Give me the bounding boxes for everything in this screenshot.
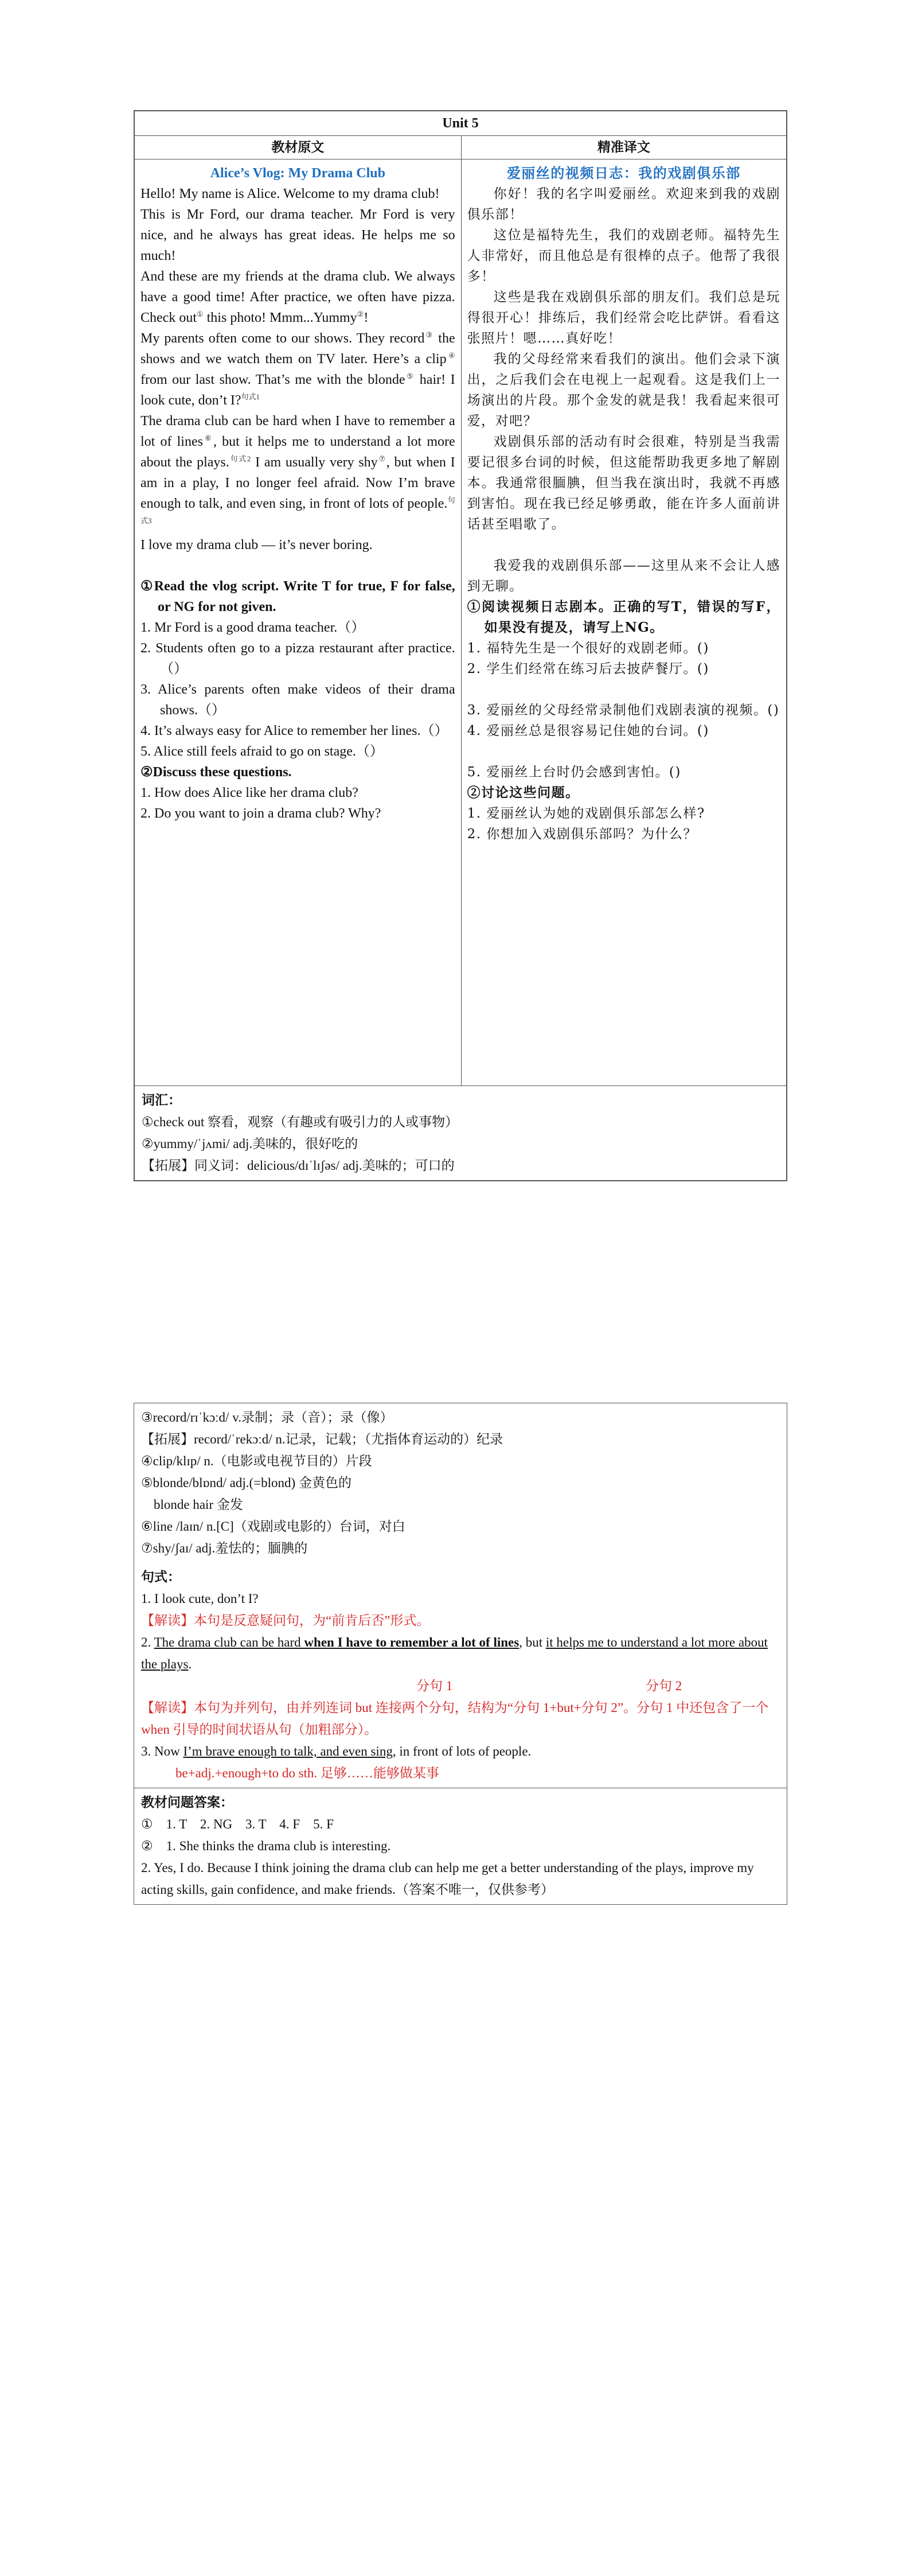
task-2-item: 2. Do you want to join a drama club? Why?	[140, 806, 381, 821]
vocab-item: ⑥line /laɪn/ n.[C]（戏剧或电影的）台词，对白	[141, 1519, 405, 1534]
vocab-item: ⑤blonde/blɒnd/ adj.(=blond) 金黄色的	[141, 1476, 351, 1490]
translation-title: 爱丽丝的视频日志：我的戏剧俱乐部	[506, 165, 741, 181]
vocab-marker: ②	[357, 310, 364, 318]
translation-task-1-item: 4. 爱丽丝总是很容易记住她的台词。()	[467, 723, 709, 738]
vocab-item: ②yummy/ˈjʌmi/ adj.美味的，很好吃的	[142, 1137, 358, 1151]
translation-task-2-item: 2. 你想加入戏剧俱乐部吗？为什么？	[467, 827, 697, 842]
original-paragraph-5: The drama club can be hard when I have to remember a lot of lines⑥, but it helps me to understand a lot more about the plays.$^{句式2}$ I am usually very shy⑦, but when I am in a play, I no longer feel afraid. Now I’m brave enough to talk, and even sing, in front of lots of people.$^{句式3}$	[140, 414, 455, 525]
vocab-marker: ③	[424, 330, 434, 339]
task-1-item: 4. It’s always easy for Alice to remember her lines.（）	[140, 723, 448, 738]
col-header-translation: 精准译文	[461, 136, 786, 159]
sentence-3-pattern: be+adj.+enough+to do sth. 足够……能够做某事	[175, 1766, 439, 1780]
answer-3: 2. Yes, I do. Because I think joining the drama club can help me get a better understanding of the plays, improve my acting skills, gain confidence, and make friends.（答案不唯一，仅供参考）	[141, 1861, 754, 1897]
clause-label-1: 分句 1	[416, 1679, 453, 1693]
sentence-2: 2. The drama club can be hard when I have to remember a lot of lines, but it helps me to understand a lot more about the plays.	[141, 1635, 768, 1671]
sentence-1: 1. I look cute, don’t I?	[141, 1591, 259, 1606]
vocab-marker: ⑤	[405, 372, 415, 380]
vocab-heading: 词汇：	[142, 1093, 181, 1107]
vocab-section	[135, 1086, 787, 1181]
task-1-item: 2. Students often go to a pizza restaurant after practice.（）	[140, 641, 455, 676]
page-2	[134, 1403, 787, 1905]
original-paragraph-1: Hello! My name is Alice. Welcome to my drama club!	[140, 186, 440, 201]
vocab-marker: ⑥	[202, 434, 213, 442]
translation-task-2-item: 1. 爱丽丝认为她的戏剧俱乐部怎么样?	[467, 806, 705, 821]
clause-label-2: 分句 2	[646, 1679, 682, 1693]
original-paragraph-2: This is Mr Ford, our drama teacher. Mr Ford is very nice, and he always has great ideas. He helps me so much!	[140, 207, 455, 263]
sentence-heading: 句式：	[141, 1570, 181, 1584]
original-paragraph-4: My parents often come to our shows. They record③ the shows and we watch them on TV later. Here’s a clip④ from our last show. That’s me with the blonde⑤ hair! I look cute, don’t I?$^{句式1}$	[140, 330, 455, 408]
translation-paragraph-6: 我爱我的戏剧俱乐部——这里从来不会让人感到无聊。	[467, 558, 780, 594]
translation-paragraph-1: 你好！我的名字叫爱丽丝。欢迎来到我的戏剧俱乐部！	[467, 186, 780, 222]
vocab-marker: ①	[196, 310, 204, 318]
translation-task-1-item: 2. 学生们经常在练习后去披萨餐厅。()	[467, 661, 709, 676]
lesson-table	[134, 111, 787, 1181]
original-paragraph-6: I love my drama club — it’s never boring.	[140, 538, 373, 552]
task-1-item: 3. Alice’s parents often make videos of their drama shows.（）	[140, 682, 455, 718]
sentence-section	[134, 1563, 787, 1788]
vocab-marker: ④	[446, 351, 455, 360]
sentence-marker: 句式1	[241, 392, 260, 401]
answer-2: ② 1. She thinks the drama club is interesting.	[141, 1839, 391, 1853]
task-2-title: ②Discuss these questions.	[140, 765, 292, 780]
vocab-item: ①check out 察看，观察（有趣或有吸引力的人或事物）	[142, 1115, 459, 1129]
unit-title: Unit 5	[135, 111, 787, 136]
col-header-original: 教材原文	[135, 136, 462, 159]
vocab-item: 【拓展】同义词：delicious/dɪˈlɪʃəs/ adj.美味的；可口的	[142, 1158, 455, 1173]
answer-1: ① 1. T 2. NG 3. T 4. F 5. F	[141, 1817, 334, 1831]
answers-section	[134, 1788, 787, 1904]
sentence-marker: 句式2	[229, 454, 251, 463]
vocab-item: blonde hair 金发	[154, 1497, 243, 1512]
translation-paragraph-5: 戏剧俱乐部的活动有时会很难，特别是当我需要记很多台词的时候，但这能帮助我更多地了解剧本。我通常很腼腆，但当我在演出时，我就不再感到害怕。现在我已经足够勇敢，能在许多人面前讲话甚至唱歌了。	[467, 434, 780, 532]
translation-task-1-item: 1. 福特先生是一个很好的戏剧老师。()	[467, 641, 709, 656]
translation-task-1-item: 3. 爱丽丝的父母经常录制他们戏剧表演的视频。()	[467, 703, 780, 718]
vocab-item: 【拓展】record/ˈrekɔːd/ n.记录，记载；（尤指体育运动的）纪录	[141, 1432, 503, 1446]
task-1-title: ①Read the vlog script. Write T for true, F for false, or NG for not given.	[140, 579, 455, 614]
original-text-cell	[135, 159, 462, 1086]
translation-task-2-title: ②讨论这些问题。	[467, 785, 580, 800]
answers-heading: 教材问题答案：	[141, 1795, 233, 1810]
sentence-3: 3. Now I’m brave enough to talk, and even sing, in front of lots of people.	[141, 1744, 532, 1758]
vocab-item: ③record/rɪˈkɔːd/ v.录制；录（音）；录（像）	[141, 1410, 393, 1425]
vocab-continued	[134, 1403, 787, 1563]
translation-task-1-item: 5. 爱丽丝上台时仍会感到害怕。()	[467, 765, 681, 780]
translation-paragraph-4: 我的父母经常来看我们的演出。他们会录下演出，之后我们会在电视上一起观看。这是我们上一场演出的片段。那个金发的就是我！我看起来很可爱，对吧？	[467, 352, 780, 429]
translation-task-1-title: ①阅读视频日志剧本。正确的写T，错误的写F，如果没有提及，请写上NG。	[467, 599, 780, 635]
sentence-1-note: 【解读】本句是反意疑问句，为“前肯后否”形式。	[141, 1613, 430, 1628]
page-1	[134, 110, 787, 1181]
translation-paragraph-2: 这位是福特先生，我们的戏剧老师。福特先生人非常好，而且他总是有很棒的点子。他帮了我很多！	[467, 228, 780, 284]
sentence-2-note: 【解读】本句为并列句，由并列连词 but 连接两个分句，结构为“分句 1+but+分句 2”。分句 1 中还包含了一个 when 引导的时间状语从句（加粗部分）。	[141, 1701, 769, 1737]
translation-text-cell	[461, 159, 786, 1086]
original-title: Alice’s Vlog: My Drama Club	[210, 166, 385, 181]
vocab-item: ④clip/klɪp/ n.（电影或电视节目的）片段	[141, 1454, 372, 1468]
vocab-item: ⑦shy/ʃaɪ/ adj.羞怯的；腼腆的	[141, 1541, 308, 1555]
task-2-item: 1. How does Alice like her drama club?	[140, 785, 358, 800]
clause-labels	[141, 1675, 780, 1697]
vocab-marker: ⑦	[377, 454, 386, 463]
task-1-item: 1. Mr Ford is a good drama teacher.（）	[140, 620, 365, 635]
original-paragraph-3: And these are my friends at the drama club. We always have a good time! After practice, we often have pizza. Check out① this photo! Mmm...Yummy②!	[140, 269, 455, 325]
task-1-item: 5. Alice still feels afraid to go on stage.（）	[140, 744, 384, 759]
sentence-marker: 句式3	[140, 496, 455, 525]
translation-paragraph-3: 这些是我在戏剧俱乐部的朋友们。我们总是玩得很开心！排练后，我们经常会吃比萨饼。看看这张照片！嗯……真好吃！	[467, 290, 780, 346]
